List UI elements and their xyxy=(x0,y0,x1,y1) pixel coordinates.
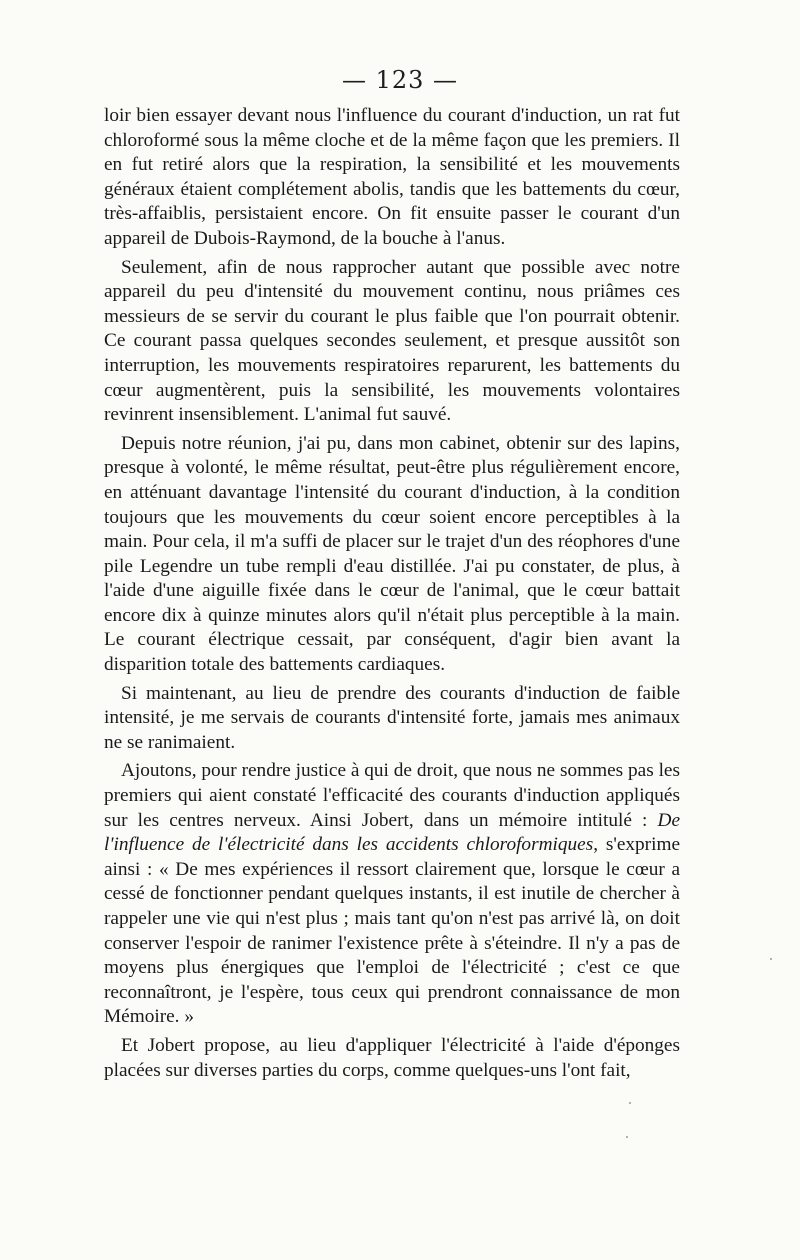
paper-speck xyxy=(629,1102,631,1104)
body-text xyxy=(104,104,680,1083)
paragraph xyxy=(104,256,680,428)
text-run: Seulement, afin de nous rapprocher autant que possible avec notre appareil du peu d'intensité du mouvement continu, nous priâmes ces messieurs de se servir du courant le plus faible que l'on pourrait obtenir. Ce courant passa quelques secondes seulement, et presque aussitôt son interruption, les mouvements respiratoires reparurent, les battements du cœur augmentèrent, puis la sensibilité, les mouvements volontaires revinrent insensiblement. L'animal fut sauvé. xyxy=(104,256,680,426)
paragraph xyxy=(104,1034,680,1083)
page-number: — 123 — xyxy=(341,66,459,94)
text-run: Si maintenant, au lieu de prendre des courants d'induction de faible intensité, je me servais de courants d'intensité forte, jamais mes animaux ne se ranimaient. xyxy=(104,682,680,753)
text-run: Et Jobert propose, au lieu d'appliquer l'électricité à l'aide d'éponges placées sur diverses parties du corps, comme quelques-uns l'ont fait, xyxy=(104,1034,680,1081)
paper-speck xyxy=(770,958,772,960)
paragraph xyxy=(104,432,680,678)
paragraph xyxy=(104,682,680,756)
paper-speck xyxy=(626,1136,628,1138)
text-run: Depuis notre réunion, j'ai pu, dans mon cabinet, obtenir sur des lapins, presque à volonté, le même résultat, peut-être plus régulièrement encore, en atténuant davantage l'intensité du courant d'induction, à la condition toujours que les mouvements du cœur soient encore perceptibles à la main. Pour cela, il m'a suffi de placer sur le trajet d'un des réophores d'une pile Legendre un tube rempli d'eau distillée. J'ai pu constater, de plus, à l'aide d'une aiguille fixée dans le cœur de l'animal, que le cœur battait encore dix à quinze minutes alors qu'il n'était plus perceptible à la main. Le courant électrique cessait, par conséquent, d'agir bien avant la disparition totale des battements cardiaques. xyxy=(104,432,680,676)
text-run: Ajoutons, pour rendre justice à qui de droit, que nous ne sommes pas les premiers qui aient constaté l'efficacité des courants d'induction appliqués sur les centres nerveux. Ainsi Jobert, dans un mémoire intitulé : xyxy=(104,760,680,831)
paragraph xyxy=(104,759,680,1030)
paragraph xyxy=(104,104,680,252)
text-run: , s'exprime ainsi : « De mes expériences il ressort clairement que, lorsque le cœur a cessé de fonctionner pendant quelques instants, il est inutile de chercher à rappeler une vie qui n'est plus ; mais tant qu'on n'est pas arrivé là, on doit conserver l'espoir de ranimer l'existence prête à s'éteindre. Il n'y a pas de moyens plus énergiques que l'emploi de l'électricité ; c'est ce que reconnaîtront, je l'espère, tous ceux qui prendront connaissance de mon Mémoire. » xyxy=(104,834,681,1028)
text-run: loir bien essayer devant nous l'influence du courant d'induction, un rat fut chloroformé sous la même cloche et de la même façon que les premiers. Il en fut retiré alors que la respiration, la sensibilité et les mouvements généraux étaient complétement abolis, tandis que les battements du cœur, très-affaiblis, persistaient encore. On fit ensuite passer le courant d'un appareil de Dubois-Raymond, de la bouche à l'anus. xyxy=(104,105,680,249)
italic-title-run: De l'influence de l'électricité dans les accidents chloroformiques xyxy=(104,809,680,856)
